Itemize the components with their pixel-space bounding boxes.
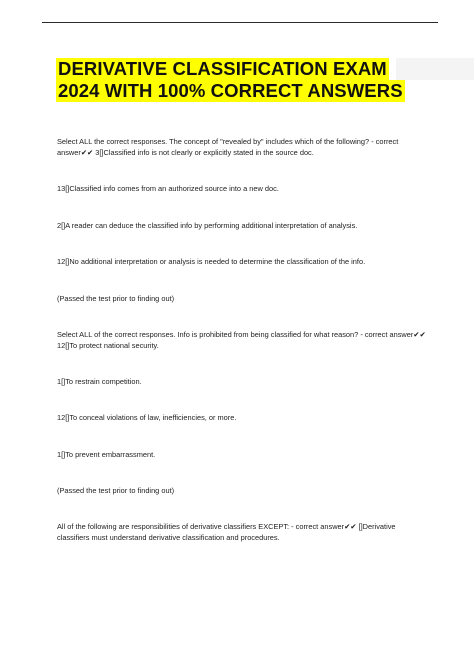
paragraph-note-2: (Passed the test prior to finding out) — [57, 486, 175, 495]
paragraph-answer-2b: 1[]To restrain competition. — [57, 377, 142, 386]
title-shade — [396, 58, 474, 80]
paragraph-answer-1d: 12[]No additional interpretation or analysis is needed to determine the classification of the info. — [57, 257, 366, 266]
paragraph-question-3: All of the following are responsibilities of derivative classifiers EXCEPT: - correct answer✔✔ []Derivative classifiers must understand derivative classification and procedures. — [57, 522, 396, 542]
paragraph-answer-1c: 2[]A reader can deduce the classified info by performing additional interpretation of analysis. — [57, 221, 358, 230]
title-line-1: DERIVATIVE CLASSIFICATION EXAM — [58, 58, 387, 79]
paragraph-question-2: Select ALL of the correct responses. Info is prohibited from being classified for what reason? - correct answer✔✔ 12[]To protect national security. — [57, 330, 426, 350]
header-rule — [42, 22, 438, 23]
paragraph-question-1: Select ALL the correct responses. The concept of "revealed by" includes which of the following? - correct answer✔✔ 3[]Classified info is not clearly or explicitly stated in the source doc. — [57, 137, 399, 157]
paragraph-answer-2d: 1[]To prevent embarrassment. — [57, 450, 156, 459]
paragraph-note-1: (Passed the test prior to finding out) — [57, 294, 175, 303]
paragraph-answer-1b: 13[]Classified info comes from an authorized source into a new doc. — [57, 184, 279, 193]
title-line-2: 2024 WITH 100% CORRECT ANSWERS — [58, 80, 403, 101]
paragraph-answer-2c: 12[]To conceal violations of law, inefficiencies, or more. — [57, 413, 237, 422]
